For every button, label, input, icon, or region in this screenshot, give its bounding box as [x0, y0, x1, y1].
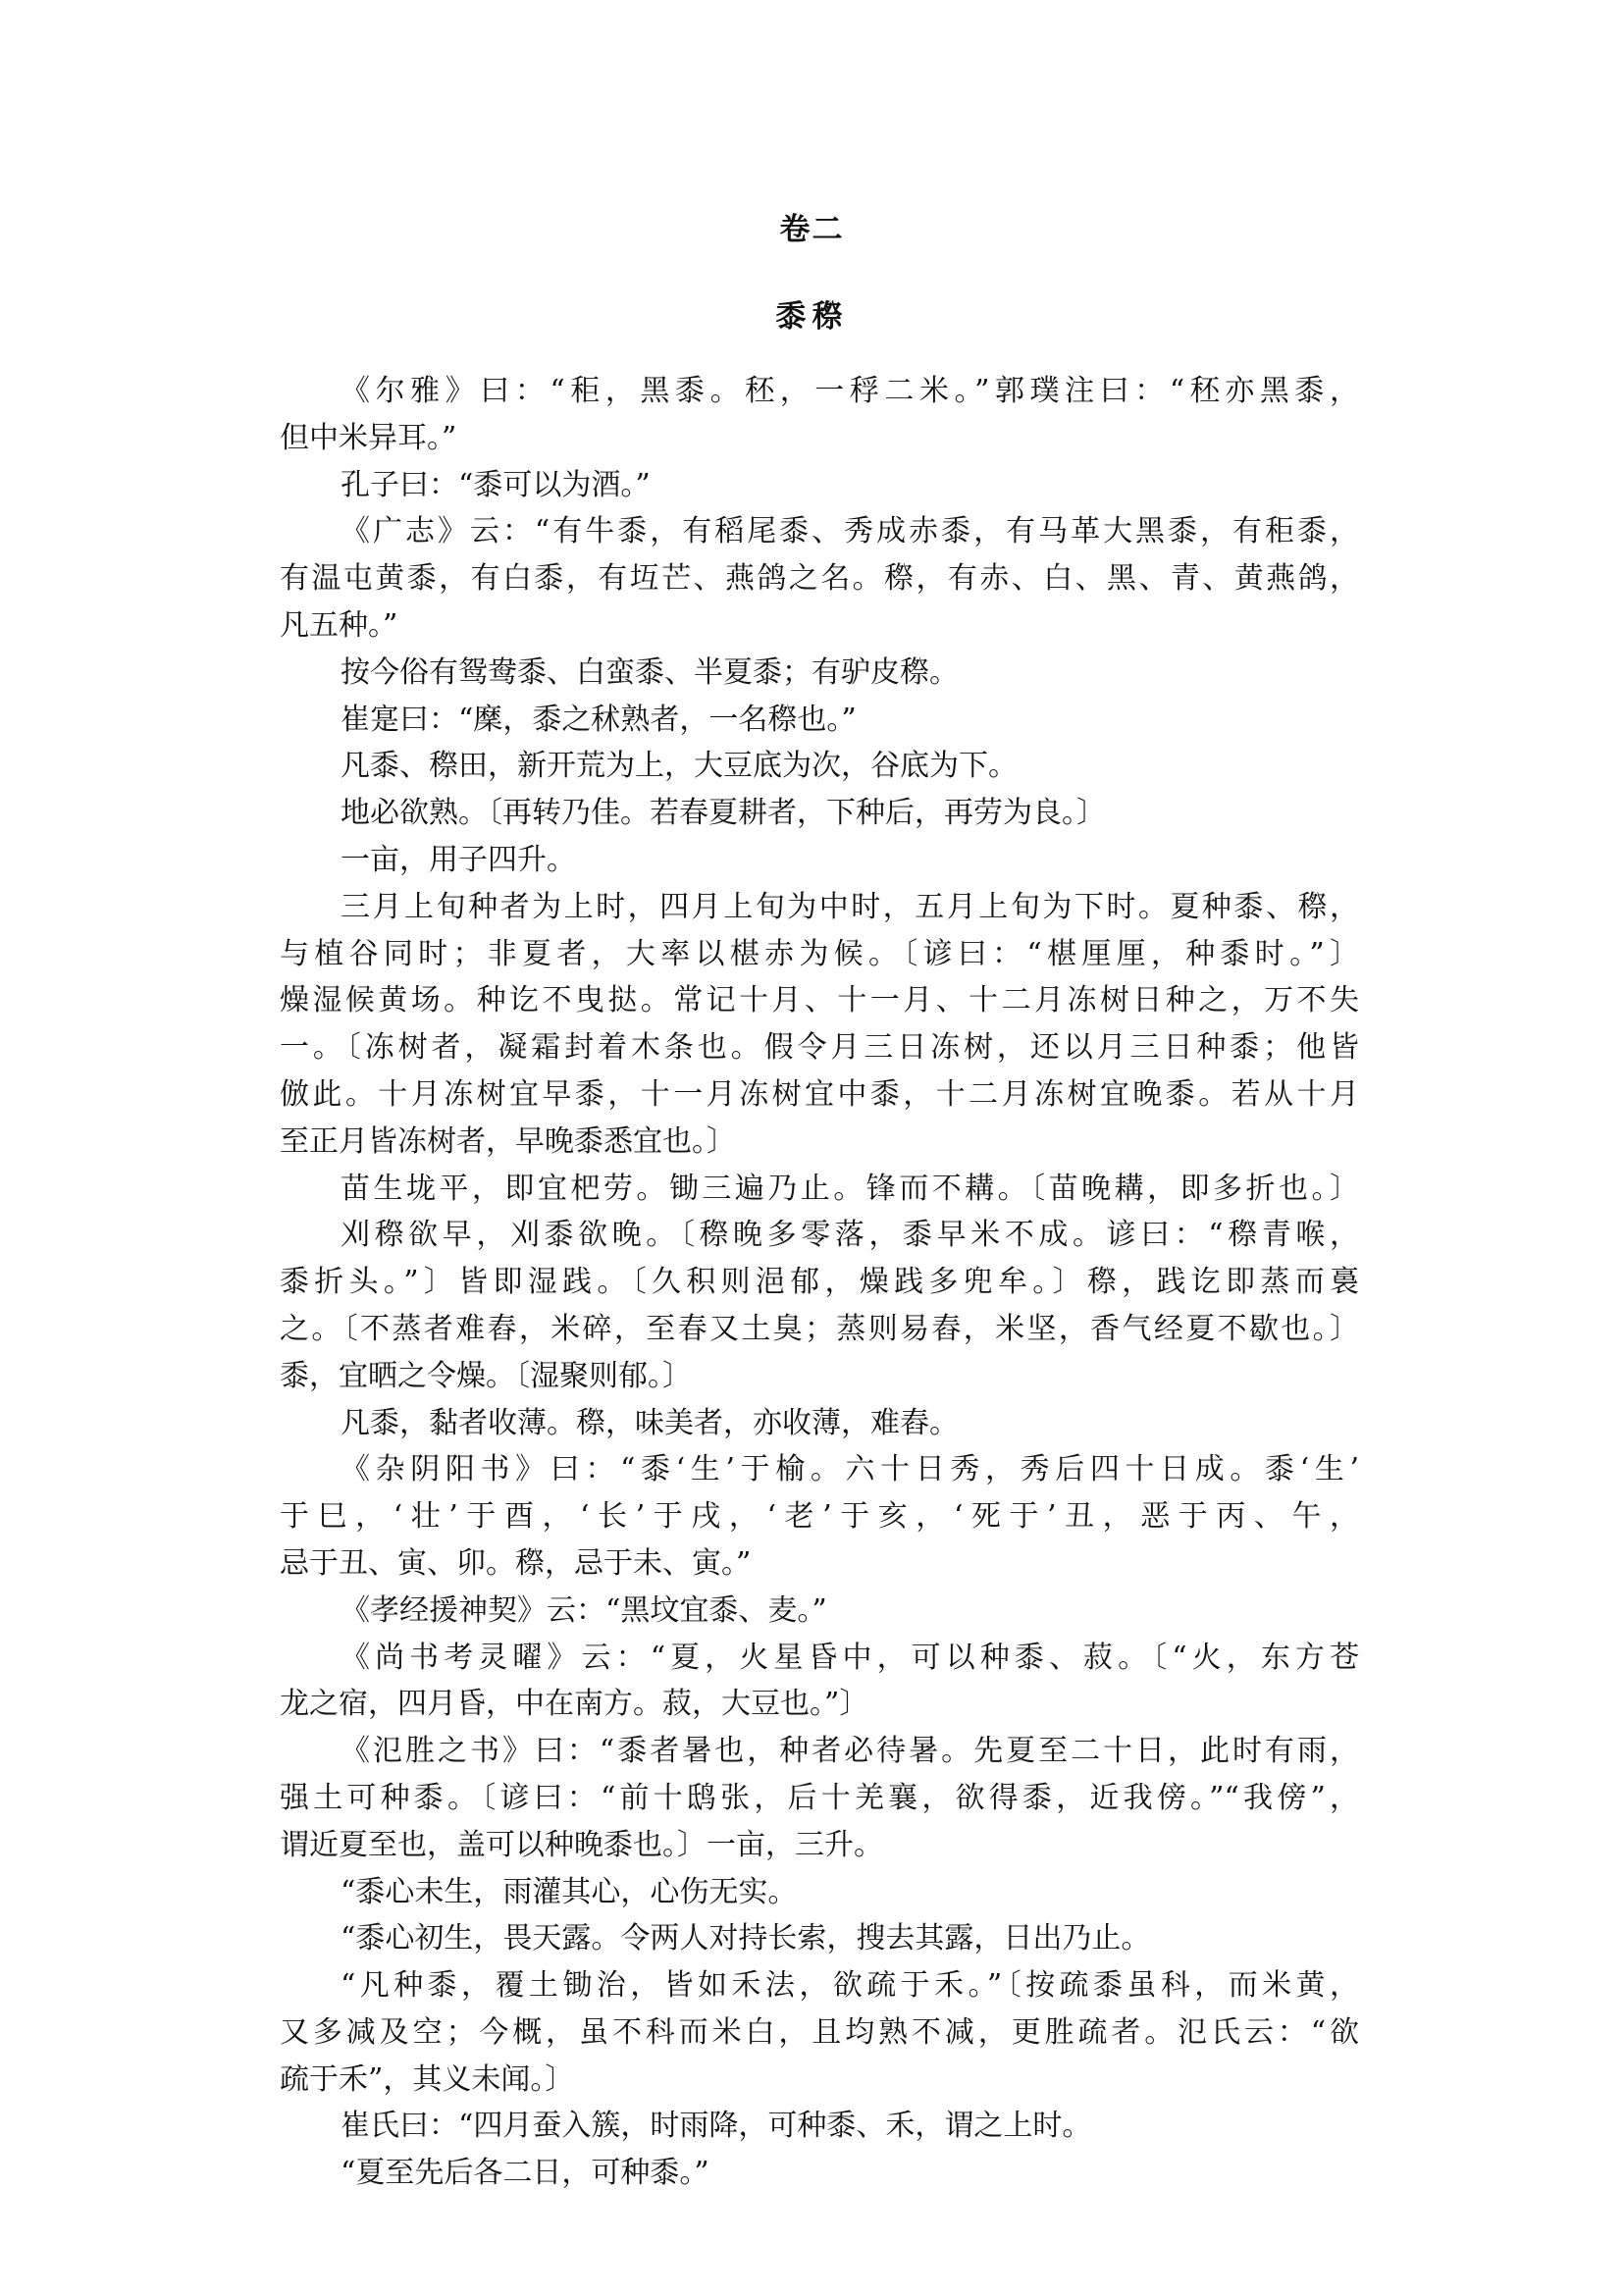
- text-line: 凡黍、穄田，新开荒为上，大豆底为次，谷底为下。: [341, 749, 1018, 784]
- text-line: 一。〔冻树者，凝霜封着木条也。假令月三日冻树，还以月三日种黍；他皆: [280, 1030, 1359, 1066]
- text-line: 但中米异耳。”: [280, 420, 457, 455]
- text-line: 黍折头。”〕皆即湿践。〔久积则浥郁，燥践多兜牟。〕穄，践讫即蒸而裛: [280, 1265, 1359, 1300]
- text-line: 《氾胜之书》曰：“黍者暑也，种者必待暑。先夏至二十日，此时有雨，: [341, 1734, 1359, 1769]
- text-line: 孔子曰：“黍可以为酒。”: [341, 467, 651, 502]
- text-line: 凡五种。”: [280, 607, 398, 643]
- text-line: 苗生垅平，即宜杷劳。锄三遍乃止。锋而不耩。〔苗晚耩，即多折也。〕: [341, 1171, 1359, 1206]
- text-line: 崔氏曰：“四月蚕入簇，时雨降，可种黍、禾，谓之上时。: [341, 2109, 1092, 2144]
- text-line: 一亩，用子四升。: [341, 842, 576, 877]
- text-line: “夏至先后各二日，可种黍。”: [341, 2156, 709, 2191]
- text-line: “凡种黍，覆土锄治，皆如禾法，欲疏于禾。”〔按疏黍虽科，而米黄，: [341, 1968, 1359, 2004]
- text-line: 又多减及空；今概，虽不科而米白，且均熟不减，更胜疏者。氾氏云：“欲: [280, 2014, 1359, 2050]
- text-line: 《杂阴阳书》曰：“黍‘生’于榆。六十日秀，秀后四十日成。黍‘生’: [341, 1452, 1359, 1487]
- text-line: 黍，宜晒之令燥。〔湿聚则郁。〕: [280, 1358, 692, 1393]
- text-line: 龙之宿，四月昏，中在南方。菽，大豆也。”〕: [280, 1687, 869, 1722]
- text-line: 地必欲熟。〔再转乃佳。若春夏耕者，下种后，再劳为良。〕: [341, 796, 1106, 831]
- text-line: 忌于丑、寅、卯。穄，忌于未、寅。”: [280, 1545, 752, 1581]
- text-line: 燥湿候黄场。种讫不曳挞。常记十月、十一月、十二月冻树日种之，万不失: [280, 983, 1359, 1018]
- text-line: 凡黍，黏者收薄。穄，味美者，亦收薄，难舂。: [341, 1405, 959, 1440]
- chapter-title: 卷二: [779, 212, 845, 247]
- body-text: [280, 368, 1359, 2197]
- text-line: 倣此。十月冻树宜早黍，十一月冻树宜中黍，十二月冻树宜晚黍。若从十月: [280, 1076, 1359, 1112]
- text-line: 至正月皆冻树者，早晚黍悉宜也。〕: [280, 1123, 736, 1159]
- text-line: 《广志》云：“有牛黍，有稻尾黍、秀成赤黍，有马革大黑黍，有秬黍，: [341, 514, 1359, 549]
- text-line: 强土可种黍。〔谚曰：“前十鸱张，后十羌襄，欲得黍，近我傍。”“我傍”，: [280, 1780, 1359, 1815]
- text-line: 《尚书考灵曜》云：“夏，火星昏中，可以种黍、菽。〔“火，东方苍: [341, 1640, 1359, 1675]
- text-line: “黍心未生，雨灌其心，心伤无实。: [341, 1874, 798, 1909]
- text-line: 《孝经援神契》云：“黑坟宜黍、麦。”: [341, 1592, 827, 1628]
- text-line: 谓近夏至也，盖可以种晚黍也。〕一亩，三升。: [280, 1827, 883, 1862]
- text-line: 三月上旬种者为上时，四月上旬为中时，五月上旬为下时。夏种黍、穄，: [341, 889, 1359, 924]
- text-line: 于巳，‘壮’于酉，‘长’于戌，‘老’于亥，‘死于’丑，恶于丙、午，: [280, 1499, 1359, 1535]
- text-line: 崔寔曰：“穈，黍之秫熟者，一名穄也。”: [341, 702, 857, 737]
- text-line: 疏于禾”，其义未闻。〕: [280, 2061, 575, 2097]
- text-line: 之。〔不蒸者难舂，米碎，至春又土臭；蒸则易舂，米坚，香气经夏不歇也。〕: [280, 1311, 1359, 1346]
- text-line: 《尔雅》曰：“秬，黑黍。秠，一稃二米。”郭璞注曰：“秠亦黑黍，: [341, 374, 1359, 408]
- text-line: “黍心初生，畏天露。令两人对持长索，搜去其露，日出乃止。: [341, 1921, 1151, 1956]
- text-line: 有温屯黄黍，有白黍，有坘芒、燕鸽之名。穄，有赤、白、黑、青、黄燕鸽，: [280, 561, 1359, 597]
- text-line: 按今俗有鸳鸯黍、白蛮黍、半夏黍；有驴皮穄。: [341, 654, 959, 690]
- text-line: 刈穄欲早，刈黍欲晚。〔穄晚多零落，黍早米不成。谚曰：“穄青喉，: [341, 1218, 1359, 1253]
- text-line: 与植谷同时；非夏者，大率以椹赤为候。〔谚曰：“椹厘厘，种黍时。”〕: [280, 936, 1359, 971]
- section-title: 黍穄: [775, 299, 849, 335]
